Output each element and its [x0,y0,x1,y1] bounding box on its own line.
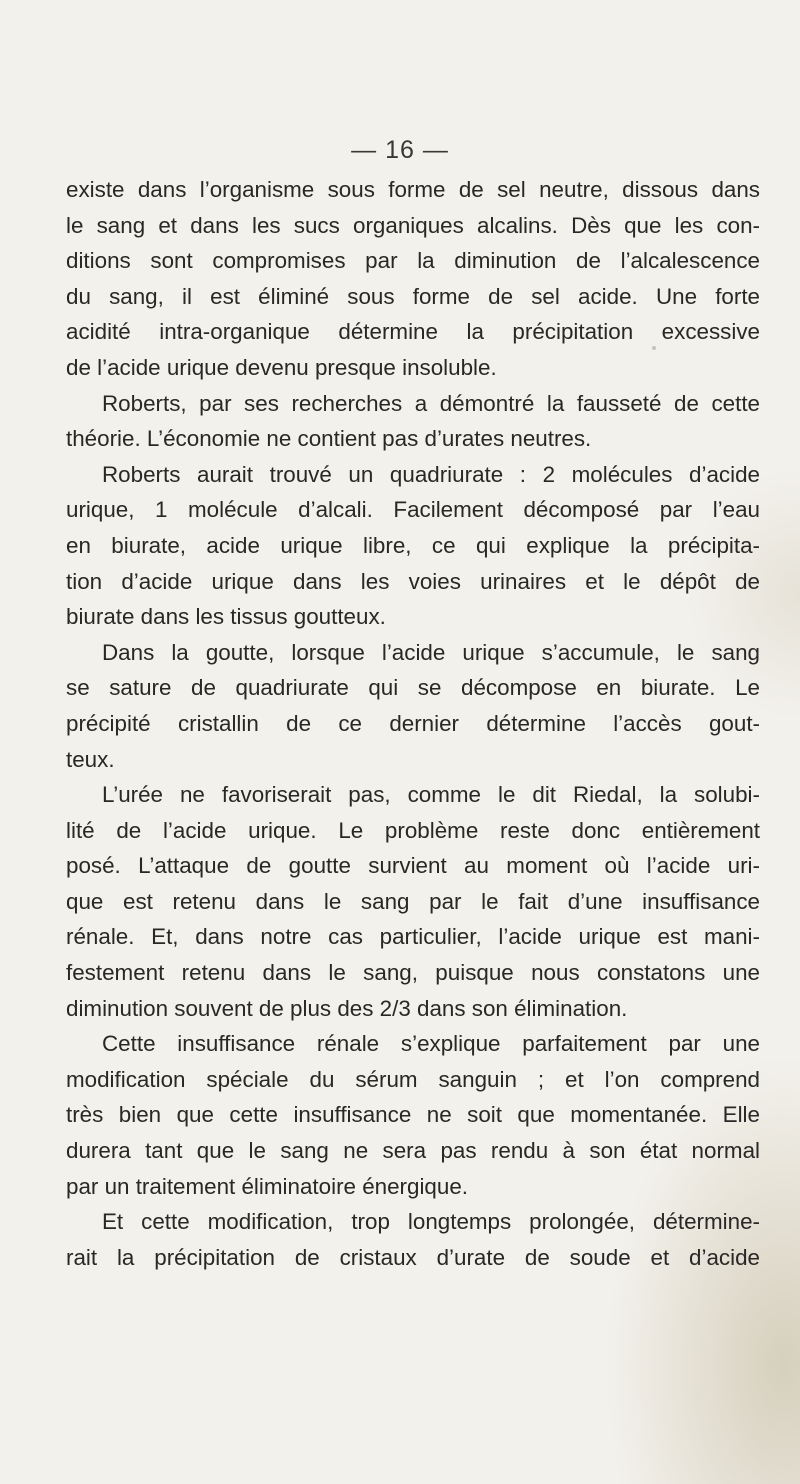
text-line: modification spéciale du sérum sanguin ; et l’on comprend [66,1066,760,1092]
text-line: diminution souvent de plus des 2/3 dans son élimination. [66,995,628,1021]
paper-stain [652,346,656,350]
text-line: existe dans l’organisme sous forme de sel neutre, dissous dans [66,177,760,202]
text-line: en biurate, acide urique libre, ce qui explique la précipita- [66,532,760,558]
text-line: acidité intra-organique détermine la précipitation excessive [66,319,760,345]
text-line: Roberts, par ses recherches a démontré la fausseté de cette [102,390,760,416]
text-line: festement retenu dans le sang, puisque nous constatons une [66,960,760,986]
text-line: que est retenu dans le sang par le fait d’une insuffisance [66,888,760,914]
text-line: Dans la goutte, lorsque l’acide urique s’accumule, le sang [102,639,760,665]
text-line: théorie. L’économie ne contient pas d’urates neutres. [66,426,592,452]
text-line: Et cette modification, trop longtemps prolongée, détermine- [102,1209,760,1235]
text-line: précipité cristallin de ce dernier détermine l’accès gout- [66,710,760,736]
text-line: rait la précipitation de cristaux d’urate de soude et d’acide [66,1244,760,1270]
text-line: durera tant que le sang ne sera pas rendu à son état normal [66,1138,760,1164]
text-line: ditions sont compromises par la diminution de l’alcalescence [66,248,760,274]
text-line: du sang, il est éliminé sous forme de sel acide. Une forte [66,283,760,309]
page-number: — 16 — [351,136,449,164]
text-line: tion d’acide urique dans les voies urinaires et le dépôt de [66,568,760,594]
body-text [66,172,760,1275]
text-line: teux. [66,746,115,772]
text-line: de l’acide urique devenu presque insoluble. [66,354,497,380]
text-line: Cette insuffisance rénale s’explique parfaitement par une [102,1031,760,1057]
text-line: posé. L’attaque de goutte survient au moment où l’acide uri- [66,853,760,879]
text-line: biurate dans les tissus goutteux. [66,604,386,630]
text-line: lité de l’acide urique. Le problème reste donc entièrement [66,817,760,843]
text-line: le sang et dans les sucs organiques alcalins. Dès que les con- [66,212,760,238]
text-line: Roberts aurait trouvé un quadriurate : 2 molécules d’acide [102,461,760,487]
text-line: urique, 1 molécule d’alcali. Facilement décomposé par l’eau [66,497,760,523]
text-line: L’urée ne favoriserait pas, comme le dit Riedal, la solubi- [102,782,760,808]
text-line: très bien que cette insuffisance ne soit que momentanée. Elle [66,1102,760,1128]
text-line: par un traitement éliminatoire énergique. [66,1173,469,1199]
text-line: se sature de quadriurate qui se décompose en biurate. Le [66,675,760,701]
text-line: rénale. Et, dans notre cas particulier, l’acide urique est mani- [66,924,760,950]
